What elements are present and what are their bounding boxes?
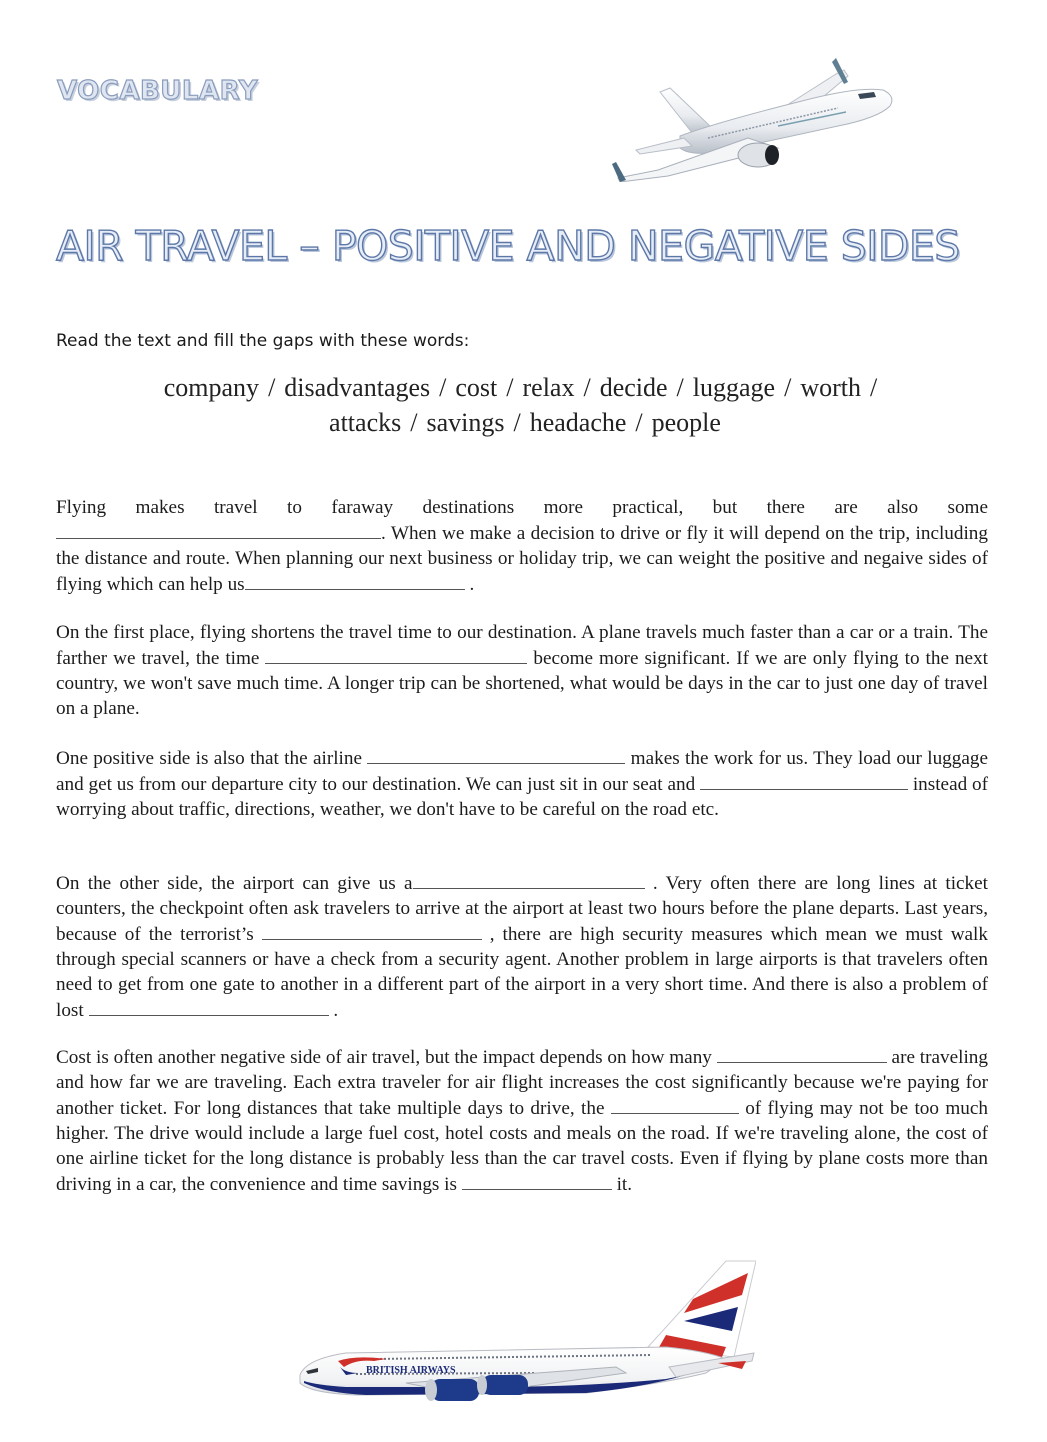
blank-10[interactable] <box>611 1095 739 1114</box>
text: One positive side is also that the airline <box>56 748 368 769</box>
page-title: AIR TRAVEL – POSITIVE AND NEGATIVE SIDES <box>56 222 960 270</box>
blank-8[interactable] <box>89 997 329 1016</box>
separator: / <box>410 408 418 437</box>
separator: / <box>870 373 878 402</box>
text: instead of worrying about traffic, directions, weather, we don't have to be careful on the road etc. <box>56 774 988 820</box>
text: . <box>328 1000 339 1021</box>
word-bank <box>60 370 990 440</box>
separator: / <box>635 408 643 437</box>
airline-livery-text: BRITISH AIRWAYS <box>366 1365 456 1376</box>
text: become more significant. If we are only flying to the next country, we won't save much time. A longer trip can be shortened, what would be days in the car to just one day of travel on a plane. <box>56 648 988 719</box>
word-cost: cost <box>455 373 498 402</box>
section-label: VOCABULARY <box>57 76 259 106</box>
word-luggage: luggage <box>692 373 776 402</box>
word-company: company <box>163 373 260 402</box>
blank-3[interactable] <box>265 645 527 664</box>
text: of flying may not be too much higher. The drive would include a large fuel cost, hotel costs and meals on the road. If we're traveling alone, the cost of one airline ticket for the long distance is probably less than the car travel costs. Even if flying by plane costs more than driving in a car, the convenience and time savings is <box>56 1098 988 1195</box>
word-attacks: attacks <box>329 408 402 437</box>
blank-1[interactable] <box>56 520 381 539</box>
word-bank-line-2 <box>60 405 990 440</box>
word-bank-line-1 <box>60 370 990 405</box>
word-disadvantages: disadvantages <box>284 373 431 402</box>
white-airliner-icon <box>598 52 898 182</box>
blank-4[interactable] <box>367 745 625 764</box>
text: are traveling and how far we are traveling. Each extra traveler for air flight increases the cost significantly because we're paying for another ticket. For long distances that take multiple days to drive, the <box>56 1047 988 1119</box>
text: . When we make a decision to drive or fly it will depend on the trip, including the distance and route. When planning our next business or holiday trip, we can weight the positive and negaive sides of flying which can help us <box>56 523 988 595</box>
text: . <box>464 574 475 595</box>
blank-2[interactable] <box>245 571 465 590</box>
word-people: people <box>651 408 721 437</box>
text: On the other side, the airport can give us a <box>56 873 413 894</box>
blank-11[interactable] <box>462 1171 612 1190</box>
separator: / <box>676 373 684 402</box>
blank-7[interactable] <box>262 921 482 940</box>
word-relax: relax <box>522 373 575 402</box>
text: . Very often there are long lines at ticket counters, the checkpoint often ask travelers to arrive at the airport at least two hours before the plane departs. Last years, because of the terrorist’s <box>56 873 988 945</box>
separator: / <box>583 373 591 402</box>
word-savings: savings <box>426 408 505 437</box>
paragraph-3 <box>56 745 988 822</box>
separator: / <box>506 373 514 402</box>
word-decide: decide <box>599 373 668 402</box>
word-worth: worth <box>800 373 861 402</box>
blank-6[interactable] <box>413 870 645 889</box>
text: Flying makes travel to faraway destinations more practical, but there are also some <box>56 497 988 518</box>
instruction-text: Read the text and fill the gaps with these words: <box>56 331 470 351</box>
paragraph-4 <box>56 870 988 1023</box>
text: it. <box>611 1174 633 1195</box>
text: Cost is often another negative side of air travel, but the impact depends on how many <box>56 1047 717 1068</box>
blank-9[interactable] <box>717 1044 887 1063</box>
separator: / <box>439 373 447 402</box>
text: , there are high security measures which mean we must walk through special scanners or have a check from a security agent. Another problem in large airports is that travelers often need to get from one gate to another in a different part of the airport in a very short time. And there is also a problem of lost <box>56 924 988 1021</box>
paragraph-2 <box>56 620 988 721</box>
british-airways-plane-icon <box>286 1255 756 1415</box>
blank-5[interactable] <box>700 771 908 790</box>
paragraph-1 <box>56 495 988 597</box>
text: On the first place, flying shortens the travel time to our destination. A plane travels much faster than a car or a train. The farther we travel, the time <box>56 622 988 669</box>
separator: / <box>513 408 521 437</box>
text: makes the work for us. They load our luggage and get us from our departure city to our destination. We can just sit in our seat and <box>56 748 988 795</box>
paragraph-5 <box>56 1044 988 1197</box>
separator: / <box>784 373 792 402</box>
separator: / <box>268 373 276 402</box>
word-headache: headache <box>529 408 627 437</box>
